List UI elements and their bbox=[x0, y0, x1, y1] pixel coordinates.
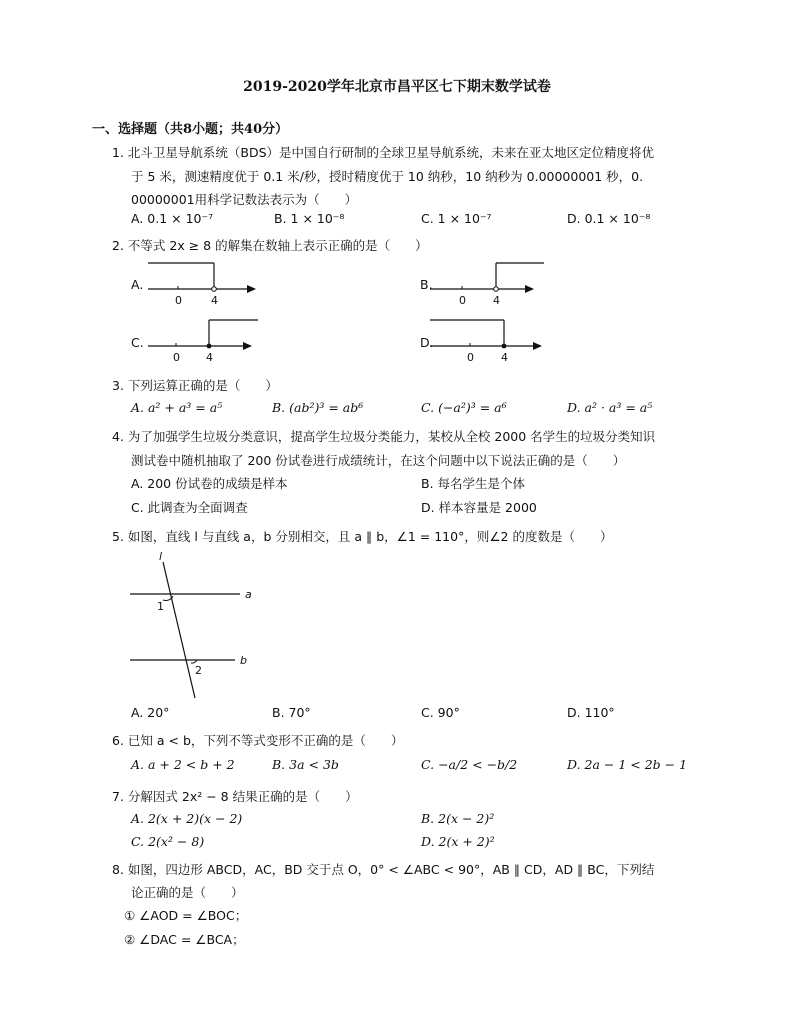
q6-option-c: C. −a/2 < −b/2 bbox=[421, 757, 518, 772]
q2-label-b: B. bbox=[420, 277, 433, 292]
q3-option-a: A. a² + a³ = a⁵ bbox=[131, 400, 223, 415]
q7-option-c: C. 2(x² − 8) bbox=[131, 834, 205, 849]
line-l bbox=[163, 562, 195, 698]
q1-option-c: C. 1 × 10⁻⁷ bbox=[421, 211, 492, 226]
q1-option-a: A. 0.1 × 10⁻⁷ bbox=[131, 211, 214, 226]
tick-0: 0 bbox=[459, 294, 466, 307]
q6-line1: 6. 已知 a < b，下列不等式变形不正确的是（ ） bbox=[112, 733, 404, 748]
q1-option-d: D. 0.1 × 10⁻⁸ bbox=[567, 211, 651, 226]
q6-option-d: D. 2a − 1 < 2b − 1 bbox=[567, 757, 688, 772]
q6-option-b: B. 3a < 3b bbox=[272, 757, 339, 772]
q2-label-d: D. bbox=[420, 335, 434, 350]
q7-option-b: B. 2(x − 2)² bbox=[421, 811, 495, 826]
number-line-b bbox=[420, 255, 560, 315]
q8-line1: 8. 如图，四边形 ABCD，AC，BD 交于点 O，0° < ∠ABC < 90°，AB ∥ CD，AD ∥ BC，下列结 bbox=[112, 862, 655, 877]
tick-0: 0 bbox=[175, 294, 182, 307]
label-angle-1: 1 bbox=[157, 600, 164, 613]
q5-line1: 5. 如图，直线 l 与直线 a，b 分别相交，且 a ∥ b，∠1 = 110°，则∠2 的度数是（ ） bbox=[112, 529, 613, 544]
label-b: b bbox=[240, 654, 247, 667]
q5-option-d: D. 110° bbox=[567, 705, 615, 720]
q6-option-a: A. a + 2 < b + 2 bbox=[131, 757, 235, 772]
q3-line1: 3. 下列运算正确的是（ ） bbox=[112, 378, 278, 393]
q1-line1: 1. 北斗卫星导航系统（BDS）是中国自行研制的全球卫星导航系统，未来在亚太地区定位精度将优 bbox=[112, 145, 655, 160]
q4-line2: 测试卷中随机抽取了 200 份试卷进行成绩统计，在这个问题中以下说法正确的是（ ） bbox=[131, 453, 626, 468]
page-title: 2019-2020学年北京市昌平区七下期末数学试卷 bbox=[243, 79, 551, 95]
tick-0: 0 bbox=[467, 351, 474, 364]
q5-option-b: B. 70° bbox=[272, 705, 311, 720]
q1-option-b: B. 1 × 10⁻⁸ bbox=[274, 211, 345, 226]
tick-0: 0 bbox=[173, 351, 180, 364]
q2-label-a: A. bbox=[131, 277, 144, 292]
q1-line3: 00000001用科学记数法表示为（ ） bbox=[131, 192, 358, 207]
q7-line1: 7. 分解因式 2x² − 8 结果正确的是（ ） bbox=[112, 789, 358, 804]
tick-4: 4 bbox=[211, 294, 218, 307]
parallel-lines-figure bbox=[125, 548, 275, 703]
q7-option-a: A. 2(x + 2)(x − 2) bbox=[131, 811, 243, 826]
label-l: l bbox=[159, 550, 163, 563]
q8-statement-2: ② ∠DAC = ∠BCA； bbox=[124, 932, 245, 947]
tick-4: 4 bbox=[206, 351, 213, 364]
number-line-d bbox=[420, 312, 560, 372]
q4-option-d: D. 样本容量是 2000 bbox=[421, 500, 537, 515]
q2-label-c: C. bbox=[131, 335, 144, 350]
q1-line2: 于 5 米，测速精度优于 0.1 米/秒，授时精度优于 10 纳秒，10 纳秒为 0.00000001 秒，0. bbox=[131, 169, 644, 184]
q2-line1: 2. 不等式 2x ≥ 8 的解集在数轴上表示正确的是（ ） bbox=[112, 238, 428, 253]
q3-option-b: B. (ab²)³ = ab⁶ bbox=[272, 400, 364, 415]
label-angle-2: 2 bbox=[195, 664, 202, 677]
q8-line2: 论正确的是（ ） bbox=[131, 885, 244, 900]
number-line-a bbox=[140, 255, 270, 315]
q4-option-b: B. 每名学生是个体 bbox=[421, 476, 526, 491]
q5-option-a: A. 20° bbox=[131, 705, 170, 720]
tick-4: 4 bbox=[501, 351, 508, 364]
q3-option-d: D. a² · a³ = a⁵ bbox=[567, 400, 653, 415]
tick-4: 4 bbox=[493, 294, 500, 307]
section-heading: 一、选择题（共8小题；共40分） bbox=[92, 122, 289, 137]
q4-line1: 4. 为了加强学生垃圾分类意识，提高学生垃圾分类能力，某校从全校 2000 名学生的垃圾分类知识 bbox=[112, 429, 656, 444]
q8-statement-1: ① ∠AOD = ∠BOC； bbox=[124, 908, 248, 923]
q7-option-d: D. 2(x + 2)² bbox=[421, 834, 495, 849]
q3-option-c: C. (−a²)³ = a⁶ bbox=[421, 400, 507, 415]
q4-option-c: C. 此调查为全面调查 bbox=[131, 500, 248, 515]
q5-option-c: C. 90° bbox=[421, 705, 460, 720]
q4-option-a: A. 200 份试卷的成绩是样本 bbox=[131, 476, 288, 491]
label-a: a bbox=[245, 588, 252, 601]
number-line-c bbox=[140, 312, 270, 372]
